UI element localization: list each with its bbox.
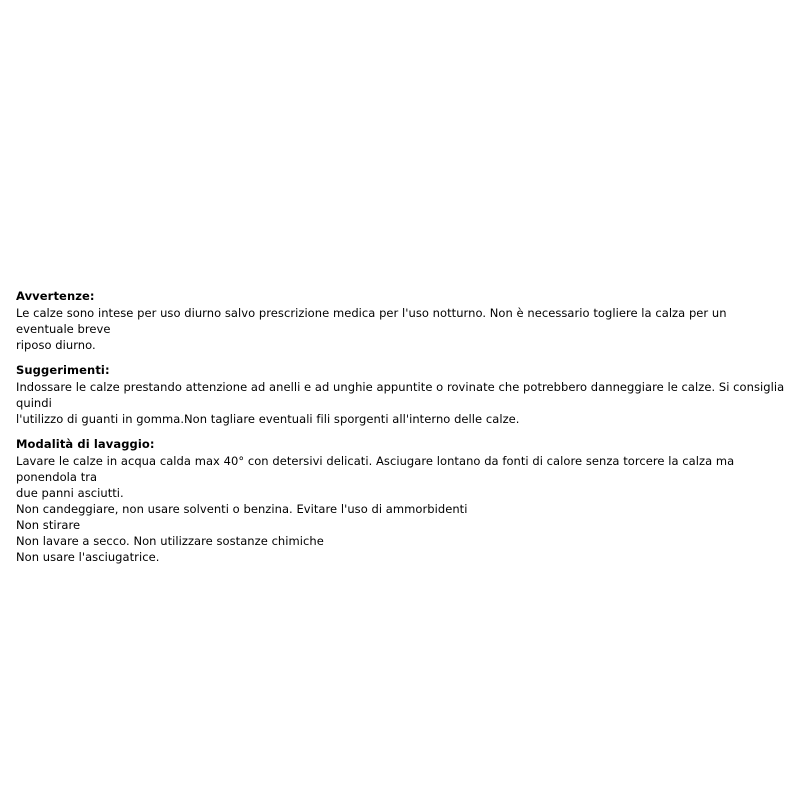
- section-spacer: [16, 429, 786, 436]
- care-instructions-block: [16, 288, 786, 567]
- text-line: Non lavare a secco. Non utilizzare sostanze chimiche: [16, 534, 324, 548]
- section-heading-suggerimenti: Suggerimenti:: [16, 363, 110, 377]
- text-line: Non stirare: [16, 518, 81, 532]
- section-heading-avvertenze: Avvertenze:: [16, 289, 95, 303]
- section-heading-modalita-di-lavaggio: Modalità di lavaggio:: [16, 437, 155, 451]
- text-line: Le calze sono intese per uso diurno salvo prescrizione medica per l'uso notturno. Non è necessario togliere la calza per un eventuale breve: [16, 306, 727, 336]
- text-line: Non candeggiare, non usare solventi o benzina. Evitare l'uso di ammorbidenti: [16, 502, 468, 516]
- section-avvertenze: [16, 288, 786, 353]
- section-suggerimenti: [16, 362, 786, 427]
- text-line: Non usare l'asciugatrice.: [16, 550, 160, 564]
- section-spacer: [16, 355, 786, 362]
- text-line: riposo diurno.: [16, 338, 96, 352]
- text-line: Indossare le calze prestando attenzione ad anelli e ad unghie appuntite o rovinate che potrebbero danneggiare le calze. Si consiglia quindi: [16, 380, 785, 410]
- section-body-modalita-di-lavaggio: [16, 453, 786, 565]
- section-modalita-di-lavaggio: [16, 436, 786, 565]
- section-body-suggerimenti: [16, 379, 786, 427]
- section-body-avvertenze: [16, 305, 786, 353]
- text-line: Lavare le calze in acqua calda max 40° con detersivi delicati. Asciugare lontano da fonti di calore senza torcere la calza ma ponendola tra: [16, 454, 735, 484]
- text-line: due panni asciutti.: [16, 486, 124, 500]
- text-line: l'utilizzo di guanti in gomma.Non tagliare eventuali fili sporgenti all'interno delle calze.: [16, 412, 520, 426]
